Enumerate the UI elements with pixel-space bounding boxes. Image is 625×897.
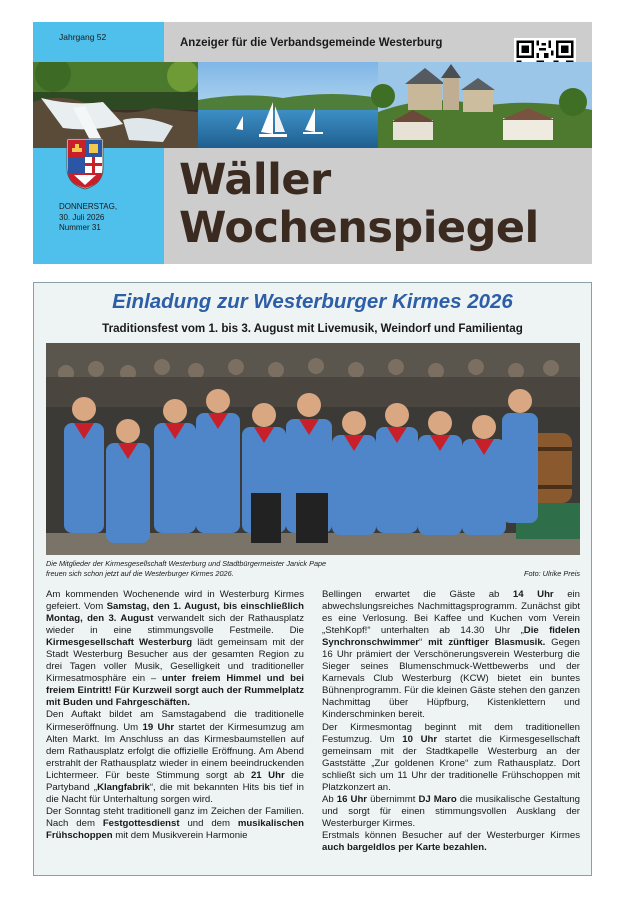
right-paragraph-4: Erstmals können Besucher auf der Westerburger Kirmes auch bargeldlos per Karte bezahlen. (322, 829, 580, 853)
photo-caption (46, 559, 466, 578)
article-box (33, 282, 592, 876)
right-paragraph-1: Bellingen erwartet die Gäste ab 14 Uhr ein abwechslungsreiches Nachmittagsprogramm. Zunächst gibt es eine Verlosung. Bei Kaffee und Kuchen vom Verein „StehKopf!“ unterhalten ab 14.30 Uhr „Die fidelen Synchronschwimmer“ mit zünftiger Blasmusik. Gegen 16 Uhr prämiert der Verschönerungsverein Westerburg die Sieger seines Blumenschmuck-Wettbewerbs und der Karnevals Club Westerburg (KCW) bietet ein buntes Bühnenprogramm. Für die kleinen Gäste stehen den ganzen Nachmittag über Hüpfburg, Kistenklettern und Kinderschminken bereit. (322, 589, 581, 721)
issue-number: Nummer 31 (59, 223, 101, 232)
issue-weekday: DONNERSTAG, (59, 202, 118, 211)
group-photo-image (46, 343, 580, 555)
article-column-right (322, 589, 580, 854)
title-line-1: Wäller (179, 155, 331, 205)
left-paragraph-3: Der Sonntag steht traditionell ganz im Zeichen der Familien. Nach dem Festgottesdienst und dem musikalischen Frühschoppen mit dem Musikverein Harmonie (46, 805, 304, 841)
right-paragraph-3: Ab 16 Uhr übernimmt DJ Maro die musikalische Gestaltung und sorgt für einen stimmungsvollen Ausklang der Westerburger Kirmes. (322, 793, 580, 829)
right-paragraph-2: Der Kirmesmontag beginnt mit dem traditionellen Festumzug. Um 10 Uhr startet die Kirmesgesellschaft gemeinsam mit der Stadtkapelle Westerburg an der Gaststätte „Zur goldenen Krone“ zum Rathausplatz. Dort schließt sich um 11 Uhr der traditionelle Frühschoppen mit Platzkonzert an. (322, 721, 580, 793)
coat-of-arms-icon (66, 138, 104, 190)
left-paragraph-2: Den Auftakt bildet am Samstagabend die traditionelle Kirmeseröffnung. Um 19 Uhr startet der Kirmesumzug am Alten Markt. Im Anschluss an das Kirmesbaumstellen auf dem Rathausplatz erfolgt die offizielle Eröffnung. Am Abend erstrahlt der Rathausplatz wieder in einem beeindruckenden Lichtermeer. Für beste Stimmung sorgt ab 21 Uhr die Partyband „Klangfabrik“, die mit bekannten Hits bis tief in die Nacht für Unterhaltung sorgen wird. (46, 709, 305, 805)
masthead (33, 22, 592, 264)
issue-date-block (59, 202, 117, 234)
left-paragraph-1: Am kommenden Wochenende wird in Westerburg Kirmes gefeiert. Vom Samstag, den 1. August, bis einschließlich Montag, den 3. August verwandelt sich der Rathausplatz wieder in eine stimmungsvolle Festmeile. Die Kirmesgesellschaft Westerburg lädt gemeinsam mit der Stadt Westerburg Besucher aus der gesamten Region zu drei Tagen voller Musik, Geselligkeit und traditioneller Kirmesatmosphäre ein – unter freiem Himmel und bei freiem Eintritt! Für Kurzweil sorgt auch der Rummelplatz mit Buden und Fahrgeschäften. (46, 589, 305, 709)
caption-line-2: freuen sich schon jetzt auf die Westerburger Kirmes 2026. (46, 568, 234, 578)
title-line-2: Wochenspiegel (179, 203, 539, 253)
caption-line-1: Die Mitglieder der Kirmesgesellschaft Westerburg und Stadtbürgermeister Janick Pape (46, 559, 327, 568)
photo-credit: Foto: Ulrike Preis (524, 569, 580, 578)
issue-date: 30. Juli 2026 (59, 212, 105, 222)
article-headline: Einladung zur Westerburger Kirmes 2026 (112, 290, 513, 313)
landscape-banner-image (33, 62, 592, 148)
article-column-left (46, 589, 304, 842)
newspaper-title (179, 156, 539, 252)
masthead-tagline: Anzeiger für die Verbandsgemeinde Westerburg (180, 37, 443, 49)
volume-label: Jahrgang 52 (59, 32, 107, 42)
article-subheadline: Traditionsfest vom 1. bis 3. August mit Livemusik, Weindorf und Familientag (102, 322, 523, 335)
